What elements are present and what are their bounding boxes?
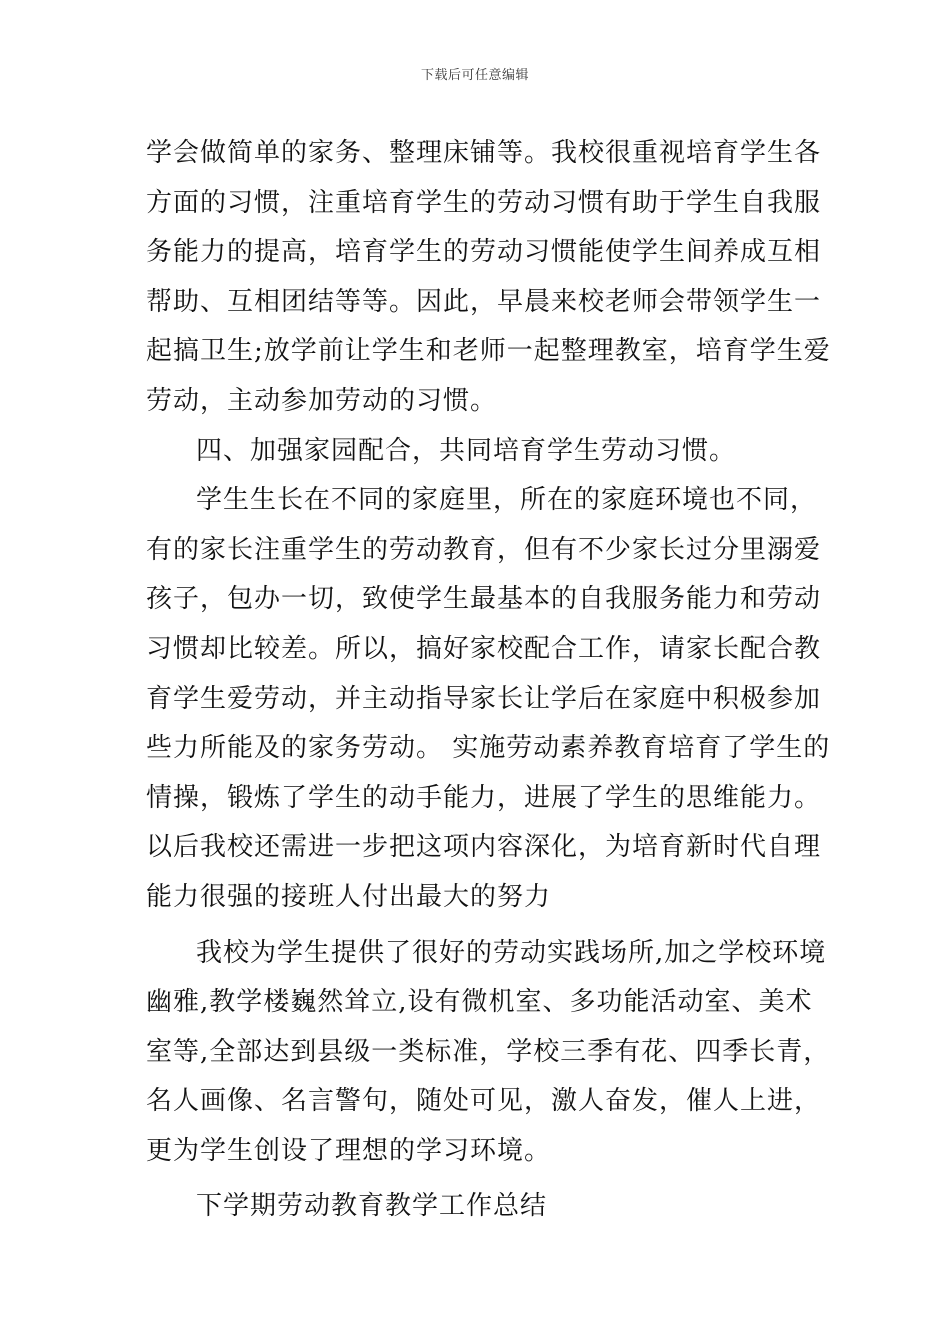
text-line: 情操，锻炼了学生的动手能力，进展了学生的思维能力。 xyxy=(146,782,822,813)
text-line: 幽雅,教学楼巍然耸立,设有微机室、多功能活动室、美术 xyxy=(146,987,813,1018)
section-heading-four xyxy=(146,427,808,477)
text-line: 方面的习惯，注重培育学生的劳动习惯有助于学生自我服 xyxy=(146,187,822,218)
page-header-note: 下载后可任意编辑 xyxy=(420,68,529,83)
text-line: 务能力的提高，培育学生的劳动习惯能使学生间养成互相 xyxy=(146,237,822,268)
text-line: 以后我校还需进一步把这项内容深化，为培育新时代自理 xyxy=(146,832,822,863)
document-body xyxy=(146,129,831,1232)
text-line: 育学生爱劳动，并主动指导家长让学后在家庭中积极参加 xyxy=(146,683,822,714)
paragraph-2 xyxy=(146,476,831,922)
text-line: 学生生长在不同的家庭里，所在的家庭环境也不同， xyxy=(196,485,818,516)
text-line: 有的家长注重学生的劳动教育，但有不少家长过分里溺爱 xyxy=(146,534,822,565)
section-heading: 四、加强家园配合，共同培育学生劳动习惯。 xyxy=(196,435,737,466)
text-line: 起搞卫生;放学前让学生和老师一起整理教室，培育学生爱 xyxy=(146,336,831,367)
text-line: 学会做简单的家务、整理床铺等。我校很重视培育学生各 xyxy=(146,138,822,168)
text-line: 些力所能及的家务劳动。 实施劳动素养教育培育了学生的 xyxy=(146,733,831,764)
text-line: 习惯却比较差。所以，搞好家校配合工作，请家长配合教 xyxy=(146,633,822,664)
text-line: 能力很强的接班人付出最大的努力 xyxy=(146,881,552,912)
document-heading: 下学期劳动教育教学工作总结 xyxy=(196,1191,548,1222)
paragraph-3 xyxy=(146,929,831,1177)
text-line: 名人画像、名言警句，随处可见，激人奋发，催人上进， xyxy=(146,1086,822,1117)
text-line: 我校为学生提供了很好的劳动实践场所,加之学校环境 xyxy=(196,937,827,968)
text-line: 孩子，包办一切，致使学生最基本的自我服务能力和劳动 xyxy=(146,584,822,615)
paragraph-1 xyxy=(146,129,831,427)
text-line: 室等,全部达到县级一类标准，学校三季有花、四季长青， xyxy=(146,1036,831,1067)
text-line: 帮助、互相团结等等。因此，早晨来校老师会带领学生一 xyxy=(146,286,822,317)
text-line: 更为学生创设了理想的学习环境。 xyxy=(146,1135,552,1166)
section-heading-summary xyxy=(146,1182,808,1232)
text-line: 劳动，主动参加劳动的习惯。 xyxy=(146,385,498,416)
